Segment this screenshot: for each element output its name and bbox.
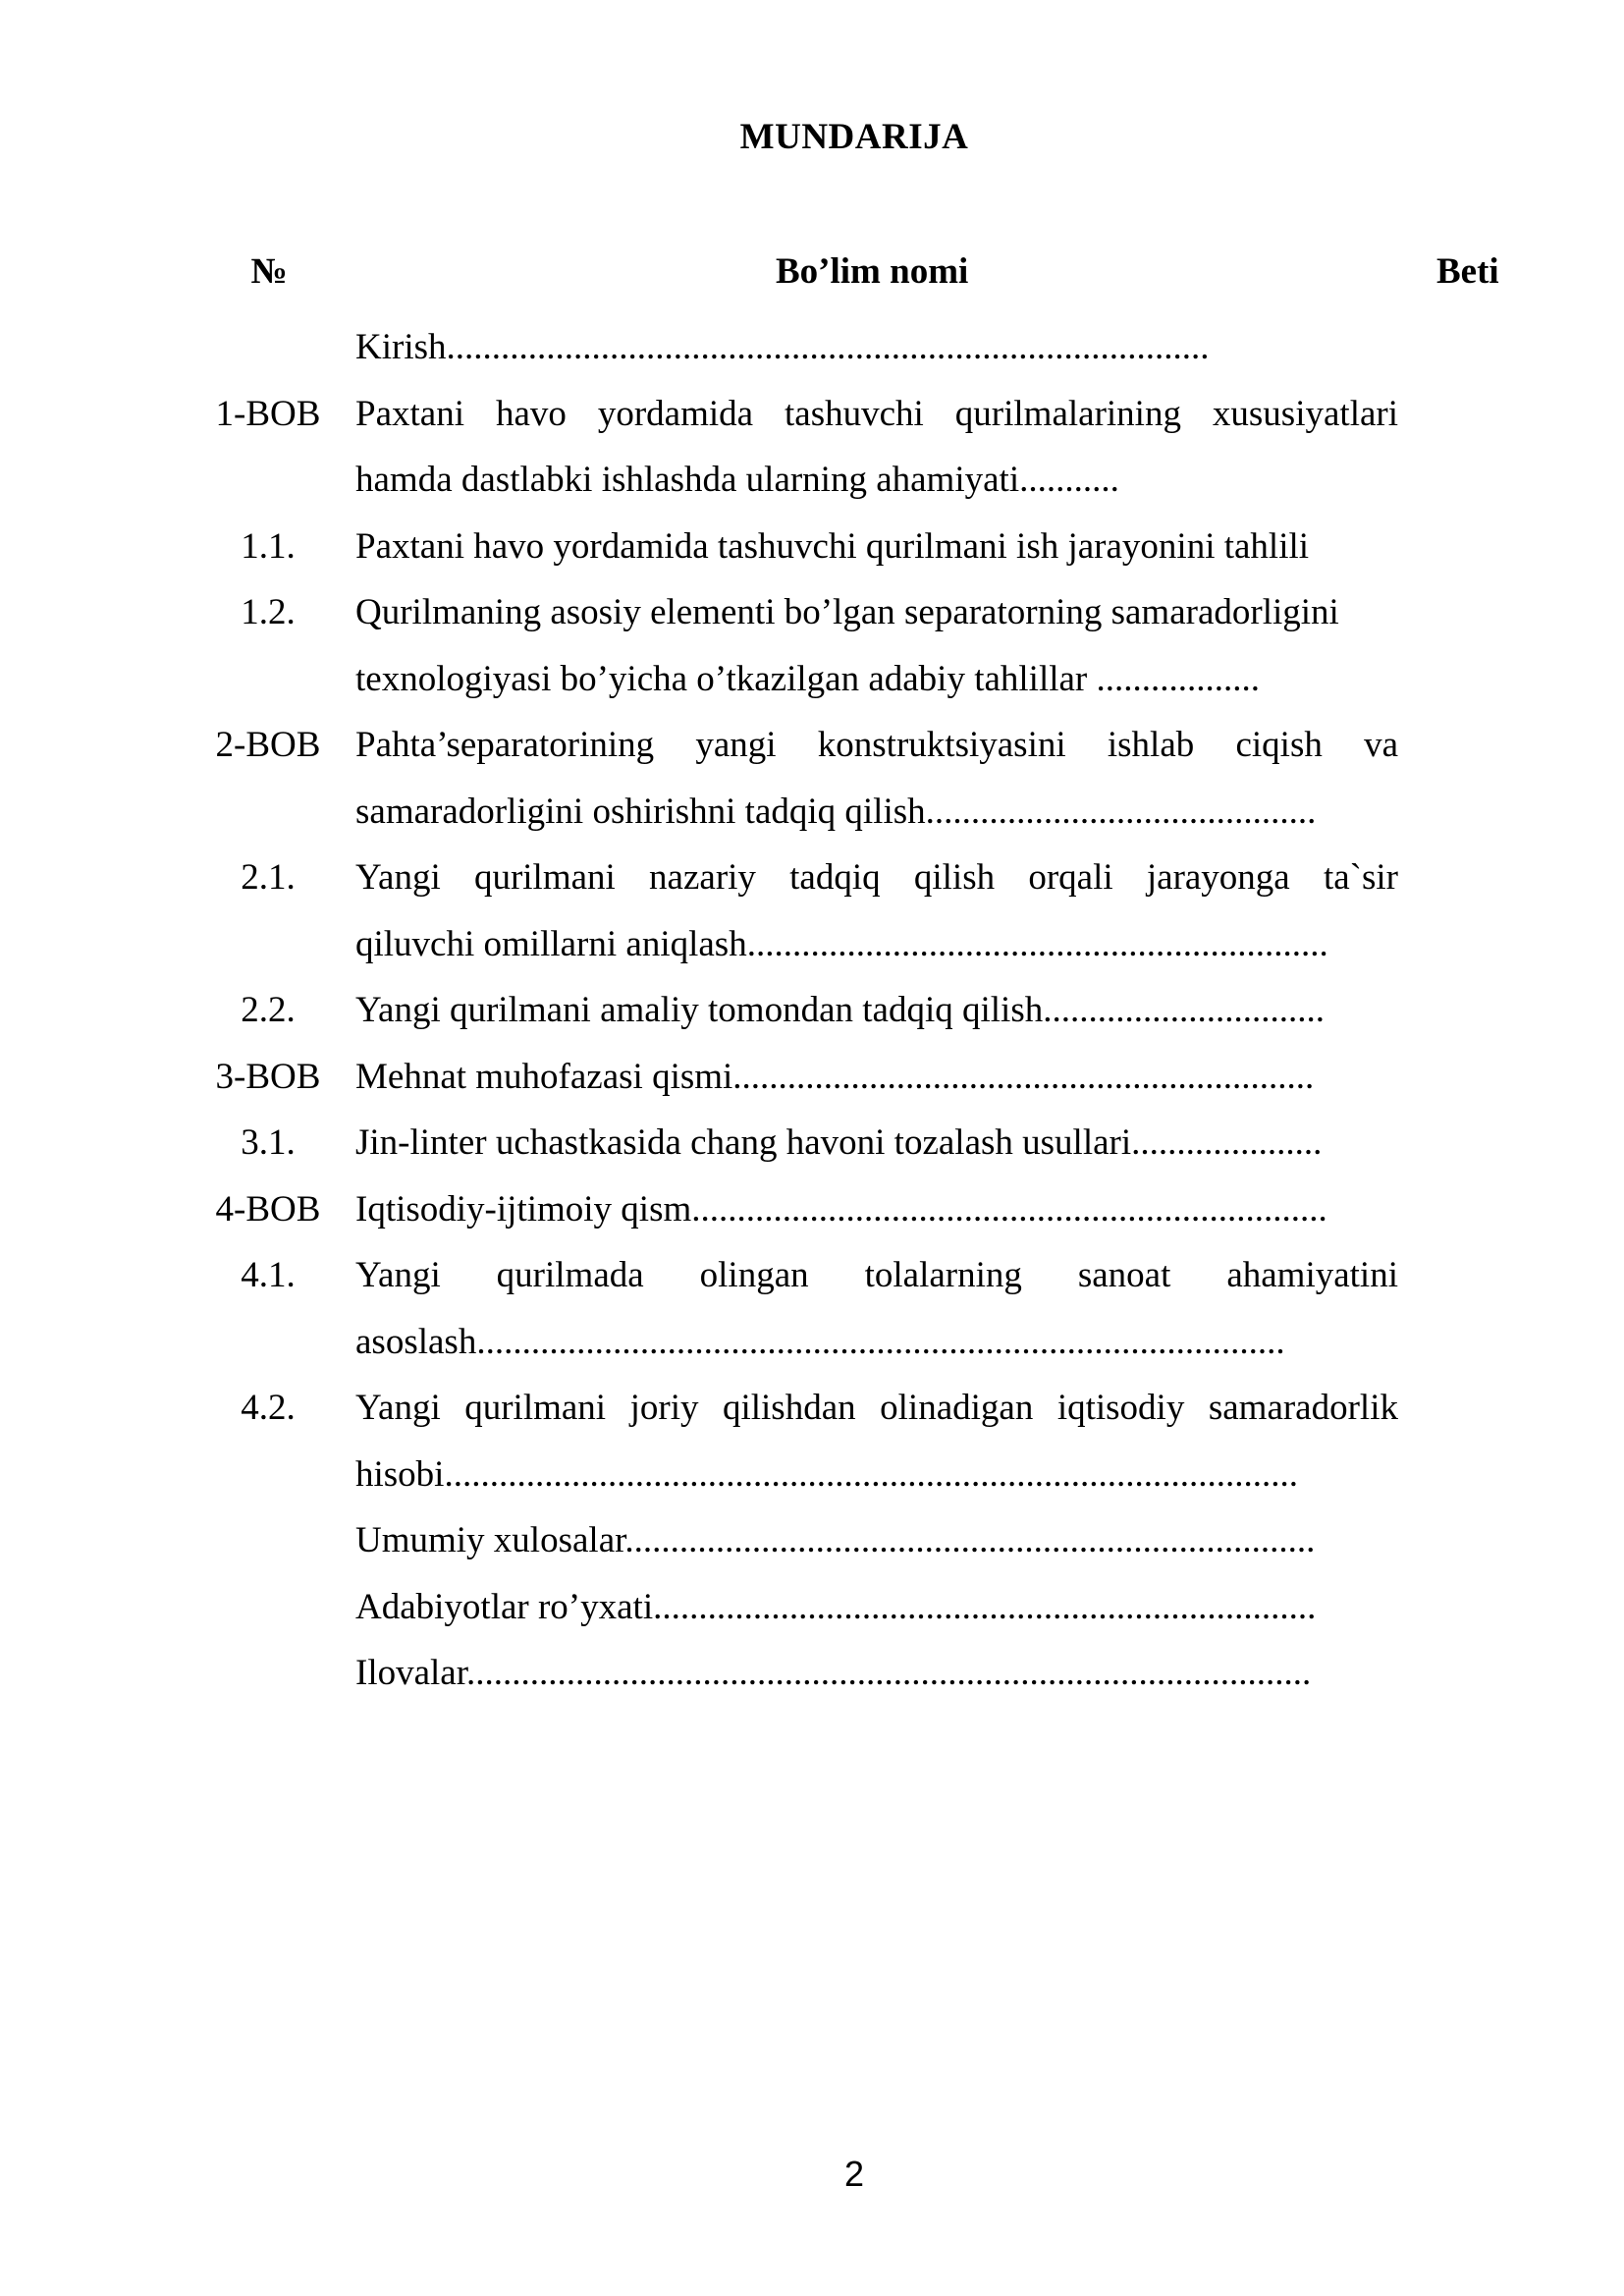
toc-entry-number-cell [0,1110,324,1176]
toc-entry-number: 3-BOB [215,1056,321,1097]
toc-entry-line: samaradorligini oshirishni tadqiq qilish........................................... [355,791,1317,832]
toc-entry-line: hisobi.............................................................................................. [355,1453,1298,1495]
toc-entry [0,1375,1624,1507]
toc-entry-title [355,1375,1398,1507]
toc-entry-number: 1.2. [241,592,296,632]
toc-entry-line: Yangi qurilmani amaliy tomondan tadqiq qilish............................... [355,990,1325,1030]
toc-entry-number-cell [0,1574,324,1641]
toc-entry-number-cell [0,1242,324,1375]
toc-entry [0,712,1624,845]
toc-entry-title [355,1242,1398,1375]
toc-entry-number: 2.2. [241,990,296,1030]
toc-entry-number: 2-BOB [215,725,321,765]
toc-entry-line: Yangi qurilmani nazariy tadqiq qilish orqali jarayonga ta`sir [355,857,1398,898]
toc-entry-title [355,977,1398,1044]
page-number: 2 [843,2154,865,2194]
toc-entry-title [355,712,1398,845]
toc-entry-line: Mehnat muhofazasi qismi................................................................ [355,1056,1315,1097]
toc-entry-title [355,845,1398,977]
toc-entry-title [355,381,1398,514]
toc-entry-title [355,1640,1398,1707]
toc-entry-number-cell [0,712,324,845]
toc-entry-number-cell [0,1375,324,1507]
toc-entry-line: Iqtisodiy-ijtimoiy qism...................................................................... [355,1188,1327,1230]
header-number: № [250,251,288,292]
toc-entry [0,314,1624,381]
toc-entry [0,1242,1624,1375]
toc-entry-title [355,1176,1398,1243]
toc-entry-number: 3.1. [241,1122,296,1163]
toc-entry-line: Ilovalar............................................................................................. [355,1653,1312,1693]
toc-entry-line: hamda dastlabki ishlashda ularning ahamiyati........... [355,460,1119,500]
document-title: MUNDARIJA [739,117,969,157]
toc-entry-number-cell [0,579,324,712]
toc-entry-number: 4.1. [241,1255,296,1295]
toc-entry-title [355,314,1398,381]
toc-entry-line: qiluvchi omillarni aniqlash................................................................ [355,923,1328,964]
toc-entry [0,1110,1624,1176]
toc-entry [0,845,1624,977]
toc-entry-title [355,514,1398,580]
toc-entry-line: Pahta’separatorining yangi konstruktsiyasini ishlab ciqish va [355,725,1398,765]
toc-entry-line: texnologiyasi bo’yicha o’tkazilgan adabiy tahlillar .................. [355,658,1261,699]
toc-header [0,250,1624,300]
toc-entry-line: Paxtani havo yordamida tashuvchi qurilmalarining xususiyatlari [355,393,1398,434]
toc-entry-line: Kirish.................................................................................... [355,327,1210,367]
toc-entry-number-cell [0,381,324,514]
toc-entry-number-cell [0,314,324,381]
toc-entry [0,1176,1624,1243]
toc-entry-number-cell [0,845,324,977]
toc-entry [0,1574,1624,1641]
toc-entry [0,514,1624,580]
toc-entry [0,1044,1624,1111]
toc-entry [0,381,1624,514]
toc-entry-number-cell [0,977,324,1044]
toc-entry-number-cell [0,1176,324,1243]
header-page: Beti [1436,251,1499,292]
toc-entry-title [355,1110,1398,1176]
toc-entry-number: 1.1. [241,525,296,567]
toc-entry [0,1507,1624,1574]
toc-entry [0,977,1624,1044]
toc-entry-line: asoslash......................................................................................... [355,1321,1285,1362]
toc-entry-title [355,1507,1398,1574]
toc-entry-number-cell [0,1640,324,1707]
toc-entry-line: Yangi qurilmada olingan tolalarning sanoat ahamiyatini [355,1255,1398,1295]
toc-entry-number: 1-BOB [215,393,321,434]
toc-entry-number-cell [0,1507,324,1574]
table-of-contents [0,314,1624,1707]
toc-entry-number: 4.2. [241,1388,296,1428]
toc-entry-line: Qurilmaning asosiy elementi bo’lgan separatorning samaradorligini [355,592,1339,632]
toc-entry-line: Yangi qurilmani joriy qilishdan olinadigan iqtisodiy samaradorlik [355,1388,1398,1428]
toc-entry-title [355,1574,1398,1641]
toc-entry-title [355,1044,1398,1111]
toc-entry-number-cell [0,514,324,580]
toc-entry-number: 4-BOB [215,1188,321,1230]
toc-entry-line: Adabiyotlar ro’yxati......................................................................... [355,1586,1317,1627]
toc-entry [0,1640,1624,1707]
toc-entry-number: 2.1. [241,857,296,898]
toc-entry-line: Paxtani havo yordamida tashuvchi qurilmani ish jarayonini tahlili [355,525,1310,567]
toc-entry-number-cell [0,1044,324,1111]
toc-entry-line: Umumiy xulosalar............................................................................ [355,1520,1316,1560]
toc-entry-title [355,579,1398,712]
header-section-name: Bo’lim nomi [776,251,969,292]
toc-entry [0,579,1624,712]
toc-entry-line: Jin-linter uchastkasida chang havoni tozalash usullari..................... [355,1122,1323,1163]
